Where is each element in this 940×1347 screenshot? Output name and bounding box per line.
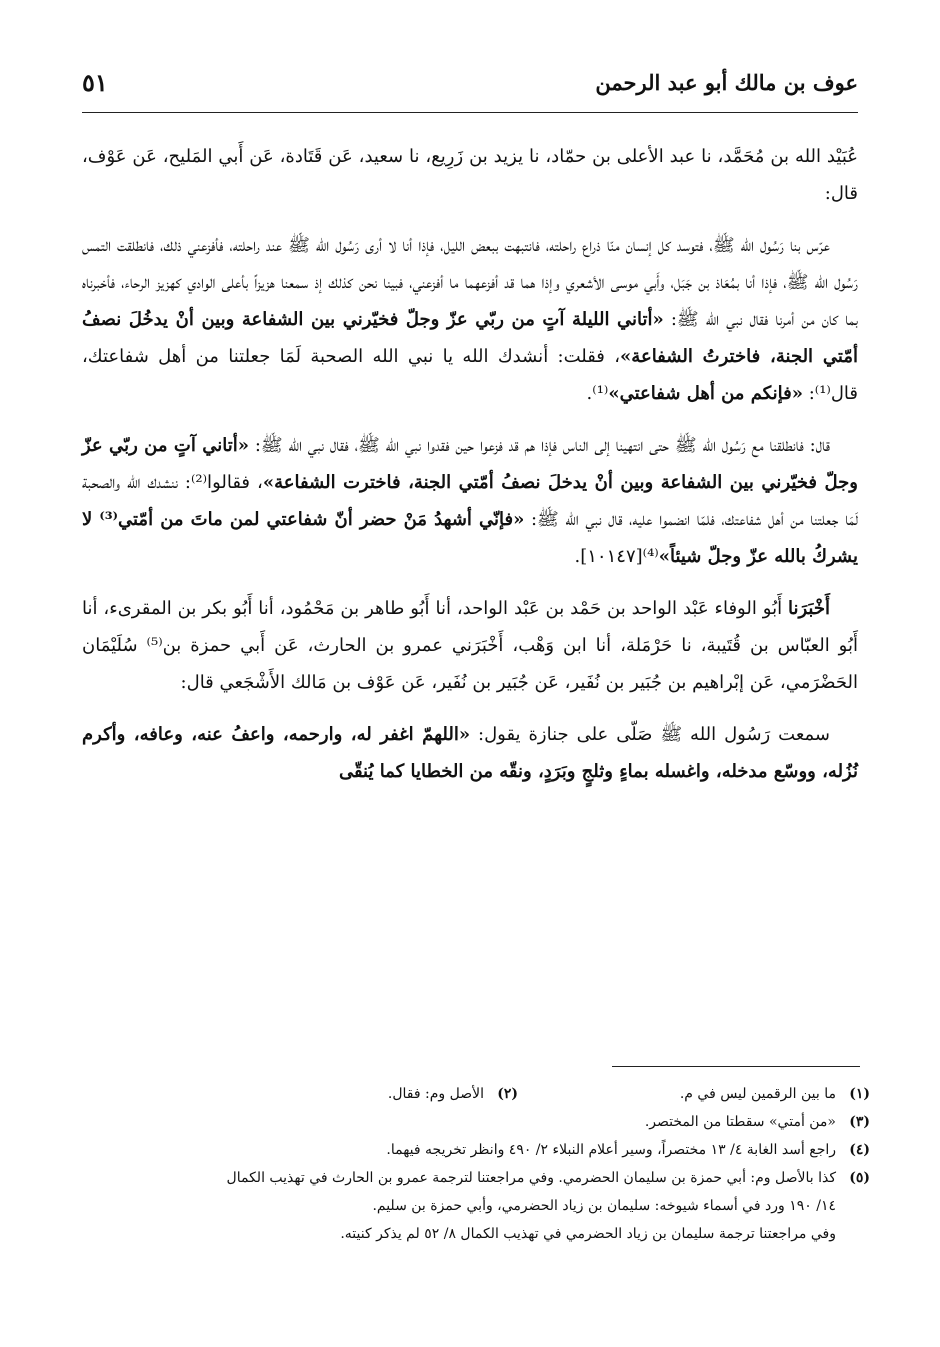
hadith-paragraph: [82, 427, 858, 575]
prophetic-quote: «اللهمّ اغفر له، وارحمه، واعفُ عنه، وعافه، وأكرم نُزُله، ووسّع مدخله، واغسله بماءٍ وثلجٍ وبَرَدٍ، ونقّه من الخطايا كما يُنقّى: [82, 724, 858, 782]
isnad-paragraph: [82, 138, 858, 212]
akhbarana-keyword: أَخْبَرَنا: [788, 598, 830, 619]
text-run: ⁽¹⁾.: [586, 383, 609, 404]
hadith-paragraph: [82, 716, 858, 790]
footnote: [536, 1080, 870, 1108]
footnote-text: راجع أسد الغابة ٤/ ١٣ مختصراً، وسير أعلام النبلاء ٢/ ٤٩٠ وانظر تخريجه فيهما.: [386, 1142, 836, 1158]
footnote: [80, 1108, 870, 1136]
footnote-number: (٤): [849, 1142, 870, 1158]
footnote-continuation: [80, 1192, 870, 1220]
footnote-number: (٣): [849, 1114, 870, 1130]
footnote-separator: [612, 1066, 860, 1067]
text-run: أَبُو الوفاء عَبْد الواحد بن حَمْد بن عَبْد الواحد، أنا أَبُو طاهر بن مَحْمُود، أنا أَبُو بكر بن المقرىء، أنا أَبُو العبّاس بن قُتَيبة، نا حَرْمَلة، أنا ابن وَهْب، أَخْبَرَني عمرو بن الحارث، عَن أَبي حمزة بن⁽⁵⁾ سُلَيْمَان الحَضْرَمي، عَن إبْراهيم بن جُبَير بن نُفَير، عَن جُبَير بن نُفَير، عَن عَوْف بن مَالك الأَشْجَعي قال:: [82, 598, 858, 693]
prophetic-quote: «فإنّي أشهدُ مَنْ حضر أنّ شفاعتي لمن ماتَ من أمّتي⁽³⁾ لا يشركُ بالله عزّ وجلّ شيئاً»: [82, 509, 858, 567]
prophetic-quote: «أتاني آتٍ من ربّي عزّ وجلّ فخيّرني بين الشفاعة وبين أنْ يدخلَ نصفُ أمّتي الجنة، فاخترت الشفاعة»: [82, 435, 858, 493]
footnote-continuation: [80, 1220, 870, 1248]
footnote-number: (٥): [849, 1170, 870, 1186]
footnote-text: «من أمتي» سقطتا من المختصر.: [644, 1114, 836, 1130]
text-run: ، فقالوا⁽²⁾: ننشدك الله والصحبة لَمَا جعلتنا من أهل شفاعتك، فلمّا انضموا عليه، قال نبي الله ﷺ:: [82, 472, 858, 530]
main-text: [82, 138, 858, 805]
text-run: سمعت رَسُول الله ﷺ صَلّى على جنازة يقول:: [470, 724, 831, 745]
text-run: عرّس بنا رَسُول الله ﷺ، فتوسد كل إنسان منّا ذراع راحلته، فانتبهت ببعض الليل، فإذا أنا لا أرى رَسُول الله ﷺ عند راحلته، فأفزعني ذلك، فانطلقت التمس رَسُول الله ﷺ، فإذا أنا بمُعَاذ بن جَبَل، وأَبي موسى الأشعري وإذا هما قد أفزعهما ما أفزعني، فبينا نحن كذلك إذ سمعنا هزيزاً بأعلى الوادي كهزيز الرحاء، فأخبرناه بما كان من أمرنا فقال نبي الله ﷺ:: [82, 235, 858, 330]
page-number: ٥١: [82, 68, 108, 97]
footnote-number: (١): [849, 1086, 870, 1102]
footnote: [80, 1136, 870, 1164]
hadith-paragraph: [82, 227, 858, 412]
footnote-text: ما بين الرقمين ليس في م.: [679, 1086, 836, 1102]
footnotes: [80, 1080, 870, 1248]
prophetic-quote: «أتاني الليلة آتٍ من ربّي عزّ وجلّ فخيّرني بين الشفاعة وبين أنْ يدخُلَ نصفُ أمّتي الجنة، فاخترتُ الشفاعة»: [82, 309, 858, 367]
footnote-text: وفي مراجعتنا ترجمة سليمان بن زياد الحضرمي في تهذيب الكمال ٨/ ٥٢ لم يذكر كنيته.: [340, 1226, 836, 1242]
prophetic-quote: «فإنكم من أهل شفاعتي»: [608, 383, 803, 404]
footnote-number: (٢): [497, 1086, 518, 1102]
text-run: ⁽⁴⁾[١٠١٤٧].: [574, 546, 659, 567]
text-run: عُبَيْد الله بن مُحَمَّد، نا عبد الأعلى بن حمّاد، نا يزيد بن زَرِيع، نا سعيد، عَن قَتَادة، عَن أَبي المَليح، عَن عَوْف، قال:: [82, 146, 858, 204]
isnad-paragraph: [82, 590, 858, 701]
text-run: قال: فانطلقنا مع رَسُول الله ﷺ حتى انتهينا إلى الناس فإذا هم قد فزعوا حين فقدوا نبي الله ﷺ، فقال نبي الله ﷺ:: [249, 435, 830, 456]
running-title: عوف بن مالك أبو عبد الرحمن: [595, 70, 858, 95]
footnote-text: الأصل وم: فقال.: [387, 1086, 484, 1102]
page-header: [82, 66, 858, 113]
footnote-text: ١٤/ ١٩٠ ورد في أسماء شيوخه: سليمان بن زياد الحضرمي، وأبي حمزة بن سليم.: [372, 1198, 836, 1214]
text-run: ، فقلت: أنشدك الله يا نبي الله الصحبة لَمَا جعلتنا من أهل شفاعتك، قال⁽¹⁾:: [82, 346, 858, 404]
footnote: [388, 1080, 518, 1108]
footnote: [80, 1164, 870, 1192]
footnote-row: [80, 1080, 870, 1108]
footnote-text: كذا بالأصل وم: أبي حمزة بن سليمان الحضرمي. وفي مراجعتنا لترجمة عمرو بن الحارث في تهذيب الكمال: [226, 1170, 836, 1186]
